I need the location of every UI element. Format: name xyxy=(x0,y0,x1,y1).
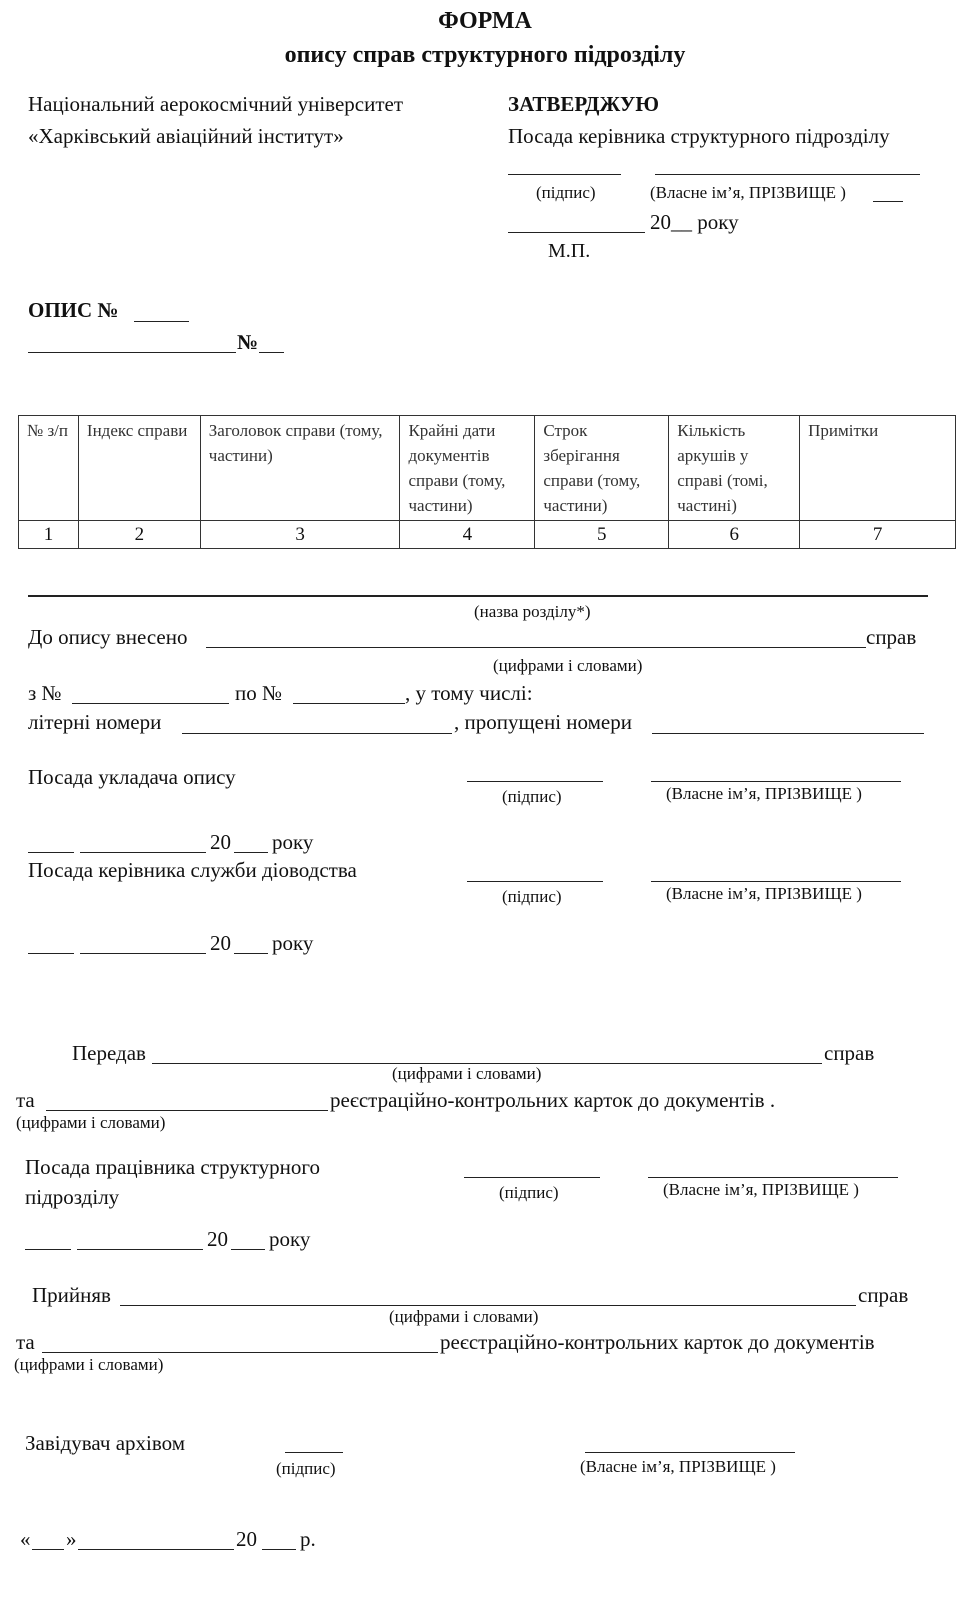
accepted-cards-text: реєстраційно-контрольних карток до документів xyxy=(440,1330,875,1354)
handed-cards-caption: (цифрами і словами) xyxy=(16,1113,166,1132)
opys-sub-number-line[interactable] xyxy=(259,352,284,353)
opys-table xyxy=(18,415,956,549)
accepted-count-line[interactable] xyxy=(120,1305,856,1306)
compiler-signature-line[interactable] xyxy=(467,781,603,782)
employee-name-caption: (Власне ім’я, ПРІЗВИЩЕ ) xyxy=(663,1180,859,1199)
section-name-line[interactable] xyxy=(28,595,928,597)
to-number-label: по № xyxy=(235,681,283,705)
missed-numbers-label: , пропущені номери xyxy=(454,710,632,734)
archive-signature-line[interactable] xyxy=(285,1452,343,1453)
column-number: 7 xyxy=(800,521,956,549)
opys-number-sign: № xyxy=(237,330,259,354)
archive-year-suffix: р. xyxy=(300,1527,316,1551)
employee-position-line1: Посада працівника структурного xyxy=(25,1155,320,1179)
employee-signature-line[interactable] xyxy=(464,1177,600,1178)
column-number: 2 xyxy=(78,521,200,549)
approve-date-line[interactable] xyxy=(508,232,645,233)
included-count-caption: (цифрами і словами) xyxy=(493,656,643,675)
table-number-row xyxy=(19,521,956,549)
records-head-position: Посада керівника служби діоводства xyxy=(28,858,357,882)
compiler-signature-caption: (підпис) xyxy=(502,787,562,806)
records-head-year-word: року xyxy=(272,931,314,955)
compiler-year-word: року xyxy=(272,830,314,854)
column-number: 1 xyxy=(19,521,79,549)
compiler-day-line[interactable] xyxy=(28,852,74,853)
handed-cards-text: реєстраційно-контрольних карток до документів . xyxy=(330,1088,776,1112)
form-subtitle: опису справ структурного підрозділу xyxy=(284,42,686,68)
accepted-cards-caption: (цифрами і словами) xyxy=(14,1355,164,1374)
compiler-year-prefix: 20 xyxy=(210,830,231,854)
records-head-year-prefix: 20 xyxy=(210,931,231,955)
handed-and-label: та xyxy=(16,1088,35,1112)
included-count-line[interactable] xyxy=(206,647,866,648)
records-head-name-caption: (Власне ім’я, ПРІЗВИЩЕ ) xyxy=(666,884,862,903)
compiler-year-line[interactable] xyxy=(234,852,268,853)
records-head-day-line[interactable] xyxy=(28,953,74,954)
approve-position: Посада керівника структурного підрозділу xyxy=(508,124,890,148)
column-number: 3 xyxy=(200,521,400,549)
accepted-count-caption: (цифрами і словами) xyxy=(389,1307,539,1326)
employee-signature-caption: (підпис) xyxy=(499,1183,559,1202)
included-label: До опису внесено xyxy=(28,625,188,649)
header-cell-dates: Крайні дати документів справи (тому, частини) xyxy=(400,416,535,521)
handed-cases-word: справ xyxy=(824,1041,875,1065)
handed-count-caption: (цифрами і словами) xyxy=(392,1064,542,1083)
records-head-signature-line[interactable] xyxy=(467,881,603,882)
approve-name-line[interactable] xyxy=(655,174,920,175)
header-cell-notes: Примітки xyxy=(800,416,956,521)
records-head-year-line[interactable] xyxy=(234,953,268,954)
archive-head-position: Завідувач архівом xyxy=(25,1431,186,1455)
handed-label: Передав xyxy=(72,1041,146,1065)
missed-numbers-line[interactable] xyxy=(652,733,924,734)
org-name-line2: «Харківський авіаційний інститут» xyxy=(28,124,344,148)
form-title: ФОРМА xyxy=(438,8,532,34)
employee-position-line2: підрозділу xyxy=(25,1185,120,1209)
accepted-cards-line[interactable] xyxy=(42,1352,438,1353)
employee-year-word: року xyxy=(269,1227,311,1251)
compiler-name-line[interactable] xyxy=(651,781,901,782)
archive-name-caption: (Власне ім’я, ПРІЗВИЩЕ ) xyxy=(580,1457,776,1476)
column-number: 5 xyxy=(535,521,669,549)
archive-date-open-quote: « xyxy=(20,1527,31,1551)
employee-name-line[interactable] xyxy=(648,1177,898,1178)
archive-signature-caption: (підпис) xyxy=(276,1459,336,1478)
approve-name-caption: (Власне ім’я, ПРІЗВИЩЕ ) xyxy=(650,183,846,202)
column-number: 6 xyxy=(669,521,800,549)
records-head-signature-caption: (підпис) xyxy=(502,887,562,906)
archive-year-prefix: 20 xyxy=(236,1527,257,1551)
employee-year-prefix: 20 xyxy=(207,1227,228,1251)
approve-signature-line[interactable] xyxy=(508,174,621,175)
approve-name-trail-line[interactable] xyxy=(873,201,903,202)
records-head-month-line[interactable] xyxy=(80,953,206,954)
approve-signature-caption: (підпис) xyxy=(536,183,596,202)
records-head-name-line[interactable] xyxy=(651,881,901,882)
letter-numbers-label: літерні номери xyxy=(28,710,162,734)
employee-year-line[interactable] xyxy=(231,1249,265,1250)
header-cell-title: Заголовок справи (тому, частини) xyxy=(200,416,400,521)
compiler-name-caption: (Власне ім’я, ПРІЗВИЩЕ ) xyxy=(666,784,862,803)
archive-name-line[interactable] xyxy=(585,1452,795,1453)
including-label: , у тому числі: xyxy=(405,681,533,705)
compiler-position: Посада укладача опису xyxy=(28,765,236,789)
header-cell-sheets: Кількість аркушів у справі (томі, частині) xyxy=(669,416,800,521)
from-number-label: з № xyxy=(28,681,62,705)
to-number-line[interactable] xyxy=(293,703,405,704)
handed-cards-line[interactable] xyxy=(46,1110,328,1111)
section-name-caption: (назва розділу*) xyxy=(474,602,591,621)
header-cell-index: Індекс справи xyxy=(78,416,200,521)
accepted-label: Прийняв xyxy=(32,1283,111,1307)
column-number: 4 xyxy=(400,521,535,549)
header-cell-number: № з/п xyxy=(19,416,79,521)
archive-day-line[interactable] xyxy=(32,1549,64,1550)
included-cases-word: справ xyxy=(866,625,917,649)
opys-number-line[interactable] xyxy=(134,321,189,322)
employee-day-line[interactable] xyxy=(25,1249,71,1250)
from-number-line[interactable] xyxy=(72,703,229,704)
table-header-row xyxy=(19,416,956,521)
accepted-and-label: та xyxy=(16,1330,35,1354)
approve-heading: ЗАТВЕРДЖУЮ xyxy=(508,92,659,116)
approve-date-year: 20__ року xyxy=(650,210,739,234)
opys-label: ОПИС № xyxy=(28,298,119,322)
accepted-cases-word: справ xyxy=(858,1283,909,1307)
opys-name-line[interactable] xyxy=(28,352,236,353)
letter-numbers-line[interactable] xyxy=(182,733,452,734)
header-cell-retention: Строк зберігання справи (тому, частини) xyxy=(535,416,669,521)
archive-date-close-quote: » xyxy=(66,1527,77,1551)
seal-label: М.П. xyxy=(548,240,591,262)
compiler-month-line[interactable] xyxy=(80,852,206,853)
archive-month-line[interactable] xyxy=(78,1549,234,1550)
employee-month-line[interactable] xyxy=(77,1249,203,1250)
org-name-line1: Національний аерокосмічний університет xyxy=(28,92,404,116)
archive-year-line[interactable] xyxy=(262,1549,296,1550)
